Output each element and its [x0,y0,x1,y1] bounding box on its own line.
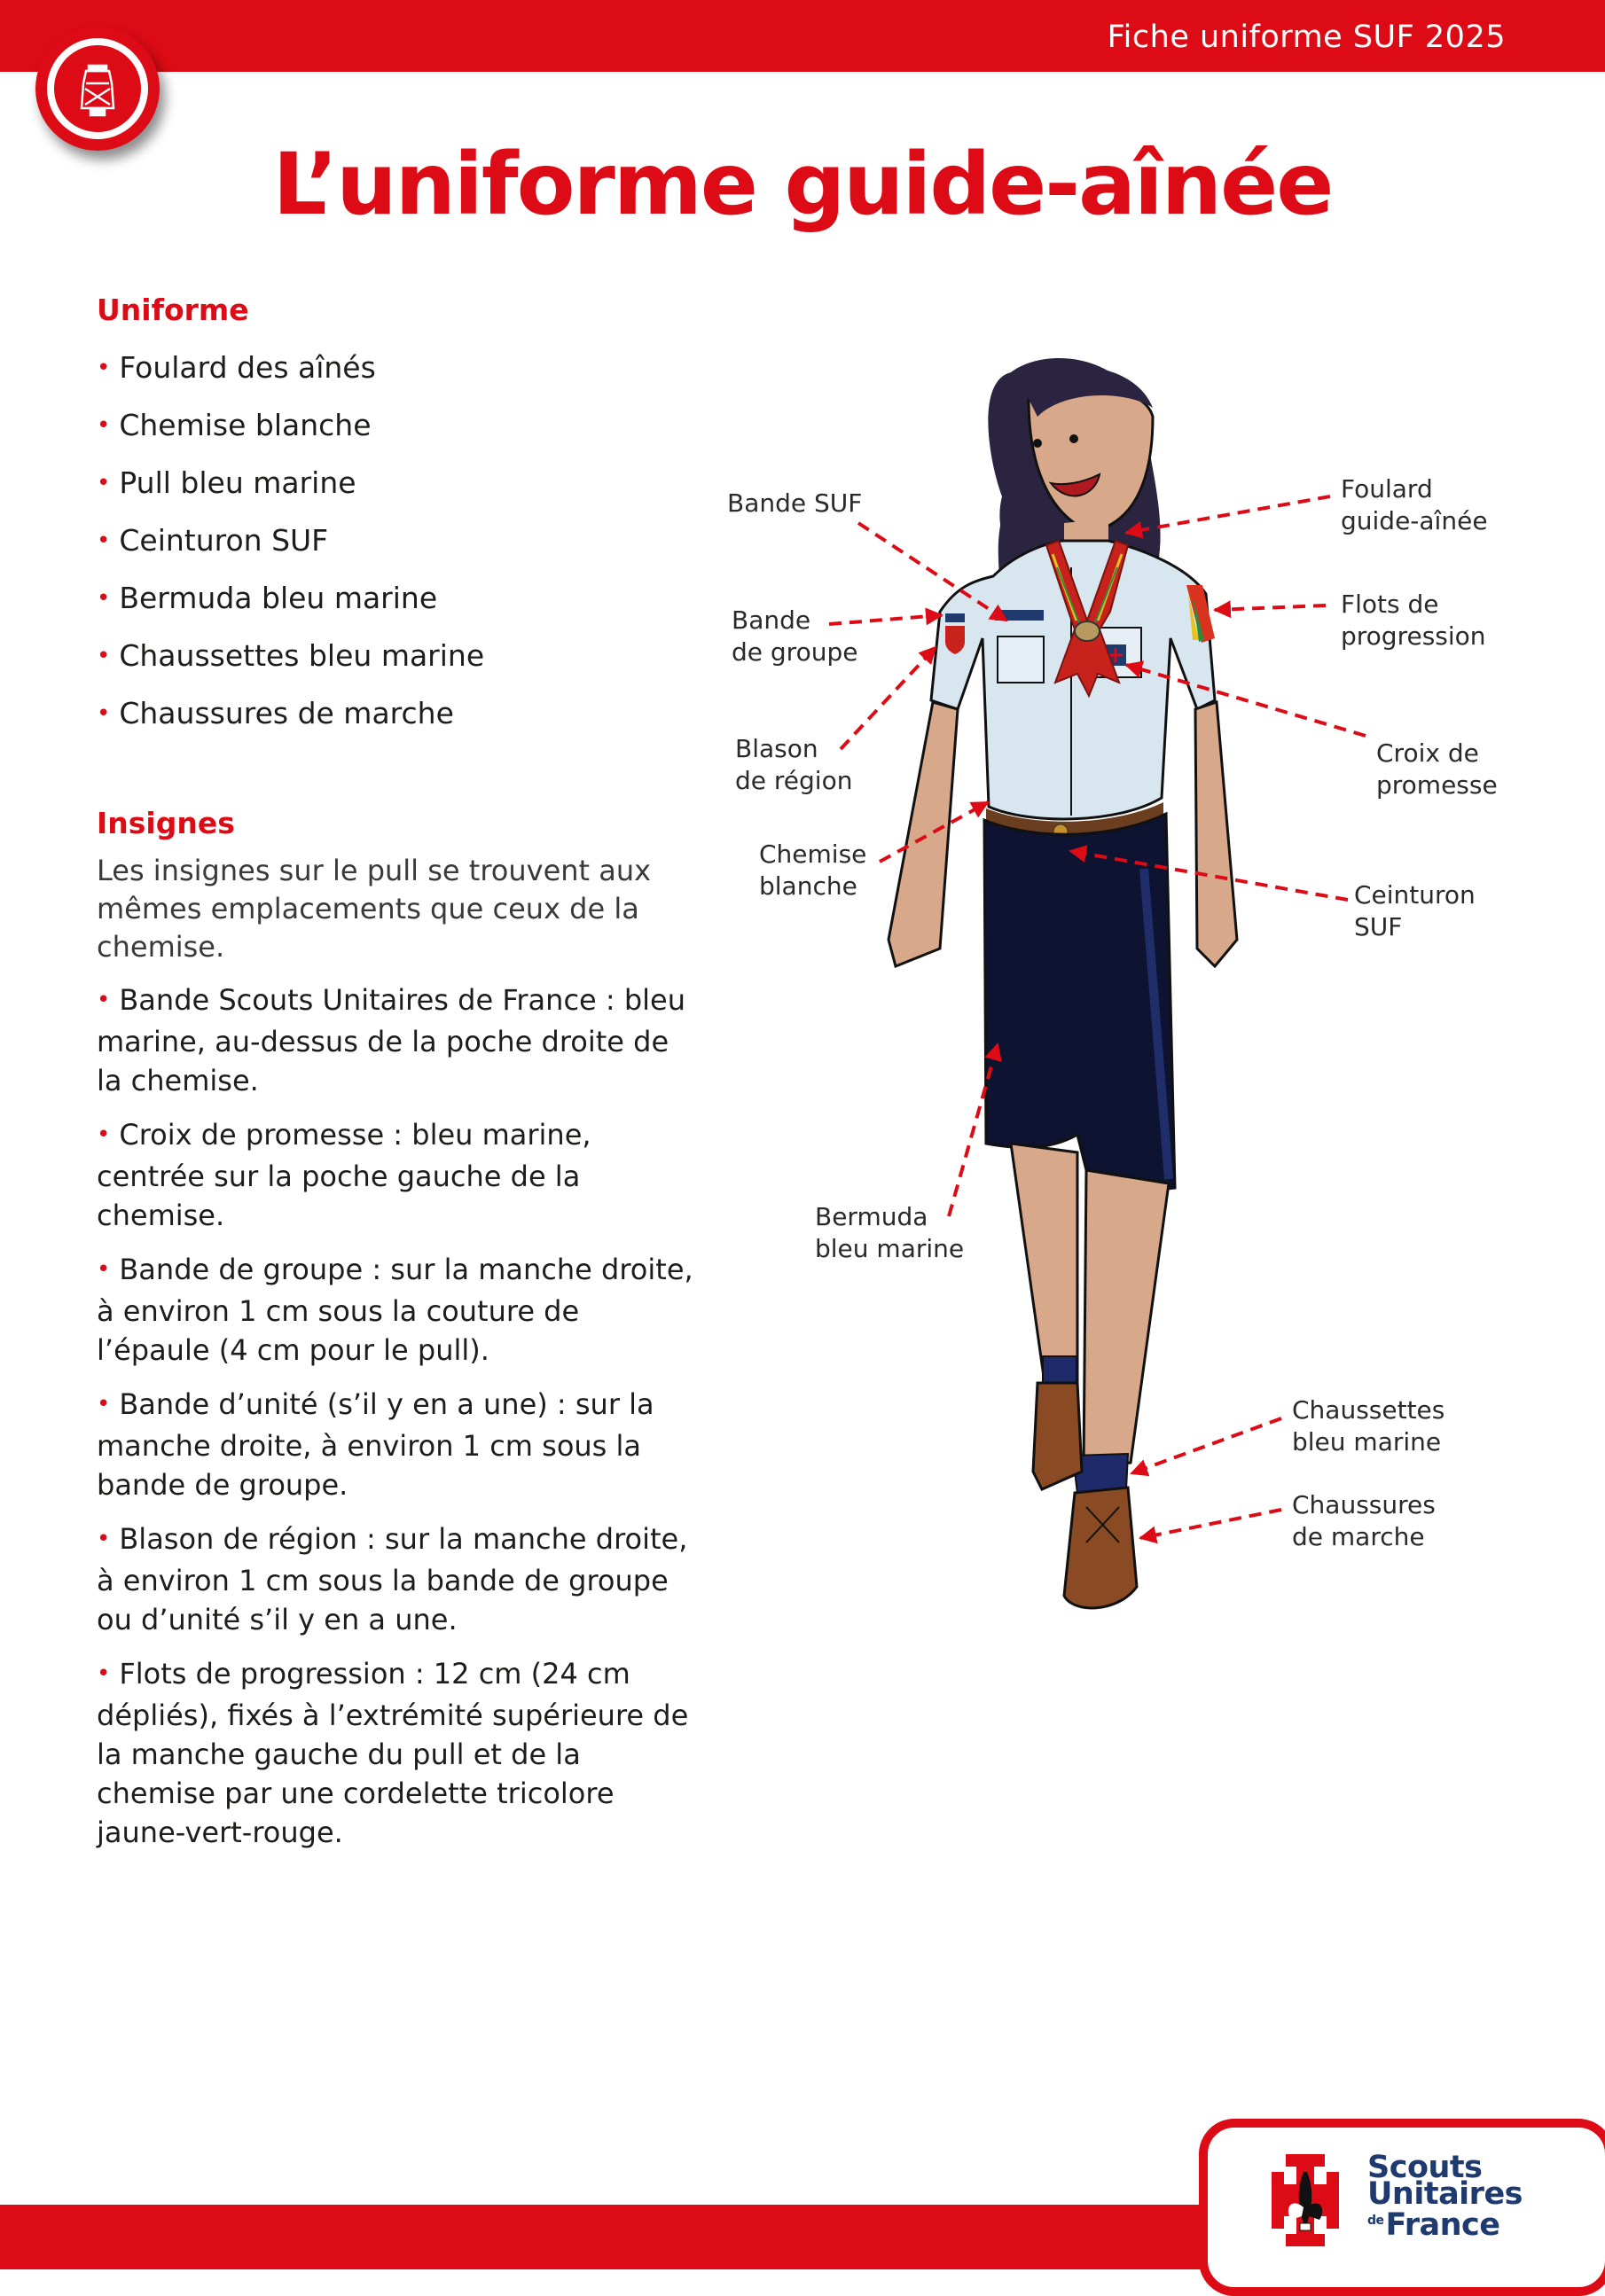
bullet-icon: • [97,1660,111,1687]
arrow-chaussettes [1131,1418,1281,1473]
arrow-flots [1215,605,1326,610]
bullet-icon: • [97,643,111,669]
list-item: • Chemise blanche [97,408,372,442]
label-bermuda: Bermuda bleu marine [815,1202,965,1263]
uniforme-heading: Uniforme [97,293,249,327]
insigne-item: • Bande Scouts Unitaires de France : bleu marine, au-dessus de la poche droite de la chemise. [97,983,686,1097]
label-bande-suf: Bande SUF [727,488,863,518]
label-blason-region: Blason de région [735,734,853,795]
label-chaussettes: Chaussettes bleu marine [1292,1395,1445,1456]
bullet-icon: • [97,700,111,727]
uniform-illustration [709,337,1605,1631]
insigne-item: • Bande d’unité (s’il y en a une) : sur la manche droite, à environ 1 cm sous la bande de groupe. [97,1387,654,1502]
bullet-icon: • [97,585,111,612]
insigne-item: • Bande de groupe : sur la manche droite, à environ 1 cm sous la couture de l’épaule (4 cm pour le pull). [97,1253,693,1367]
bullet-icon: • [97,1526,111,1552]
list-item: • Ceinturon SUF [97,523,329,558]
list-item: • Pull bleu marine [97,465,356,500]
insignes-intro: Les insignes sur le pull se trouvent aux mêmes emplacements que ceux de la chemise. [97,854,652,964]
arrow-bande-suf [858,523,1006,621]
bullet-icon: • [97,470,111,496]
suf-logo [1199,2119,1605,2296]
suf-cross-icon [1252,2154,1358,2261]
list-item: • Chaussures de marche [97,696,454,730]
list-item: • Chaussettes bleu marine [97,638,485,673]
insigne-item: • Blason de région : sur la manche droite, à environ 1 cm sous la bande de groupe ou d’unité s’il y en a une. [97,1522,688,1636]
content-column [97,289,700,1867]
insigne-item: • Croix de promesse : bleu marine, centrée sur la poche gauche de la chemise. [97,1118,591,1232]
list-item: • Foulard des aînés [97,350,376,385]
suf-logo-text: Scouts Unitaires $^{de}$France [1367,2150,1523,2243]
bullet-icon: • [97,987,111,1013]
label-ceinturon: Ceinturon SUF [1354,880,1476,941]
document-tag: Fiche uniforme SUF 2025 [1107,20,1506,55]
page-title: L’uniforme guide-aînée [272,135,1333,234]
insigne-item: • Flots de progression : 12 cm (24 cm dépliés), fixés à l’extrémité supérieure de la manche gauche du pull et de la chemise par une cordelette tricolore jaune-vert-rouge. [97,1657,689,1849]
label-bande-groupe: Bande de groupe [732,605,858,667]
bullet-icon: • [97,1121,111,1148]
bullet-icon: • [97,1391,111,1417]
shoe-shape [1064,1488,1137,1608]
insignes-heading: Insignes [97,806,235,840]
label-foulard: Foulard guide-aînée [1341,474,1488,535]
uniforme-list [97,340,700,744]
label-croix: Croix de promesse [1376,738,1498,800]
bullet-icon: • [97,355,111,381]
bullet-icon: • [97,527,111,554]
label-chaussures: Chaussures de marche [1292,1490,1436,1551]
list-item: • Bermuda bleu marine [97,581,438,615]
arrow-chaussures [1140,1510,1281,1538]
label-chemise: Chemise blanche [759,840,867,901]
bullet-icon: • [97,412,111,439]
label-flots: Flots de progression [1341,590,1486,651]
header-band [0,0,1605,72]
bullet-icon: • [97,1256,111,1283]
